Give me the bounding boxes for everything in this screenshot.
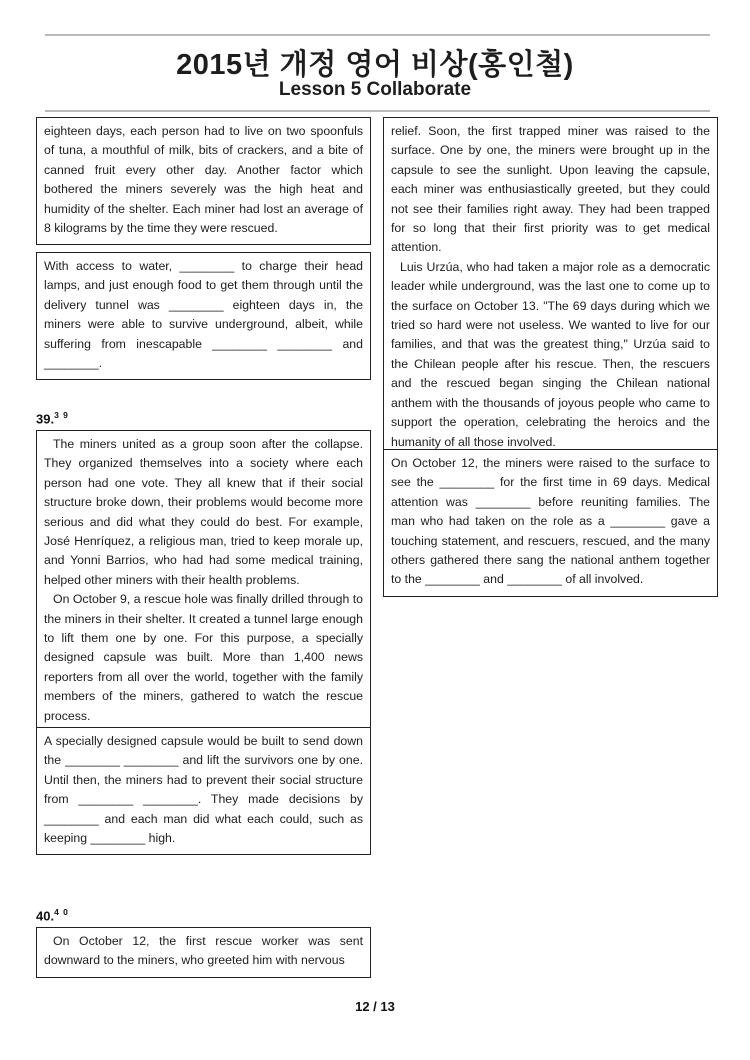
summary-text: With access to water, ________ to charge their head lamps, and just enough food to get them through until the delivery tunnel was ________ eighteen days in, the miners were able to survive underground, albeit, while suffering from inescapable ________ ________ and ________. [44,259,363,371]
question-40-number: 40. [36,908,55,924]
header-top-rule [45,34,710,36]
question-39-superscript: 3 9 [54,410,69,420]
passage-paragraph-1: relief. Soon, the first trapped miner was raised to the surface. One by one, the miners were brought up in the capsule to see the sunlight. Upon leaving the capsule, each miner was enthusiastically greeted, but they could not see their families right away. They had been trapped for so long that their first priority was to get medical attention. [391,124,710,255]
page-title: 2015년 개정 영어 비상(홍인철) [176,49,574,81]
summary-box-fill-blanks-survival [36,252,371,380]
passage-box-continued-tuna [36,117,371,245]
header-bottom-rule [45,110,710,112]
summary-box-fill-blanks-capsule [36,727,371,855]
summary-box-fill-blanks-rescue [383,449,718,597]
passage-box-question-40-start [36,927,371,978]
question-40-superscript: 4 0 [54,907,69,917]
page-subtitle: Lesson 5 Collaborate [278,79,472,100]
question-40-label [36,907,69,923]
question-39-number: 39. [36,411,55,427]
summary-text: On October 12, the miners were raised to the surface to see the ________ for the first time in 69 days. Medical attention was ________ before reuniting families. The man who had taken on the role as a ________ gave a touching statement, and rescuers, rescued, and the many others gathered there sang the national anthem together to the ________ and ________ of all involved. [391,456,710,587]
passage-paragraph-2: On October 9, a rescue hole was finally drilled through to the miners in their shelter. It created a tunnel large enough to lift them one by one. For this purpose, a specially designed capsule was built. More than 1,400 news reporters from all over the world, together with the family members of the miners, gathered to watch the rescue process. [44,592,363,723]
passage-text: On October 12, the first rescue worker was sent downward to the miners, who greeted him with nervous [44,934,363,968]
page-number: 12 / 13 [355,999,395,1014]
passage-box-question-40-continued [383,117,718,459]
question-39-label [36,410,69,426]
passage-box-question-39 [36,430,371,733]
passage-text: eighteen days, each person had to live on two spoonfuls of tuna, a mouthful of milk, bits of crackers, and a bite of canned fruit every other day. Another factor which bothered the miners severely was the high heat and humidity of the shelter. Each miner had lost an average of 8 kilograms by the time they were rescued. [44,124,363,236]
passage-paragraph-1: The miners united as a group soon after the collapse. They organized themselves into a society where each person had one vote. They all knew that if their social structure broke down, their problems would become more serious and did what they could do best. For example, José Henríquez, a religious man, tried to keep morale up, and Yonni Barrios, who had had some medical training, helped other miners with their health problems. [44,437,363,587]
summary-text: A specially designed capsule would be built to send down the ________ ________ and lift the survivors one by one. Until then, the miners had to prevent their social structure from ________ ________. They made decisions by ________ and each man did what each could, such as keeping ________ high. [44,734,363,846]
passage-paragraph-2: Luis Urzúa, who had taken a major role as a democratic leader while underground, was the last one to come up to the surface on October 13. "The 69 days during which we tried so hard were not useless. We wanted to live for our families, and that was the greatest thing," Urzúa said to the Chilean people after his rescue. Then, the rescuers and the rescued began singing the Chilean national anthem with the thousands of joyous people who came to support the operation, celebrating the heroics and the humanity of all those involved. [391,259,710,449]
